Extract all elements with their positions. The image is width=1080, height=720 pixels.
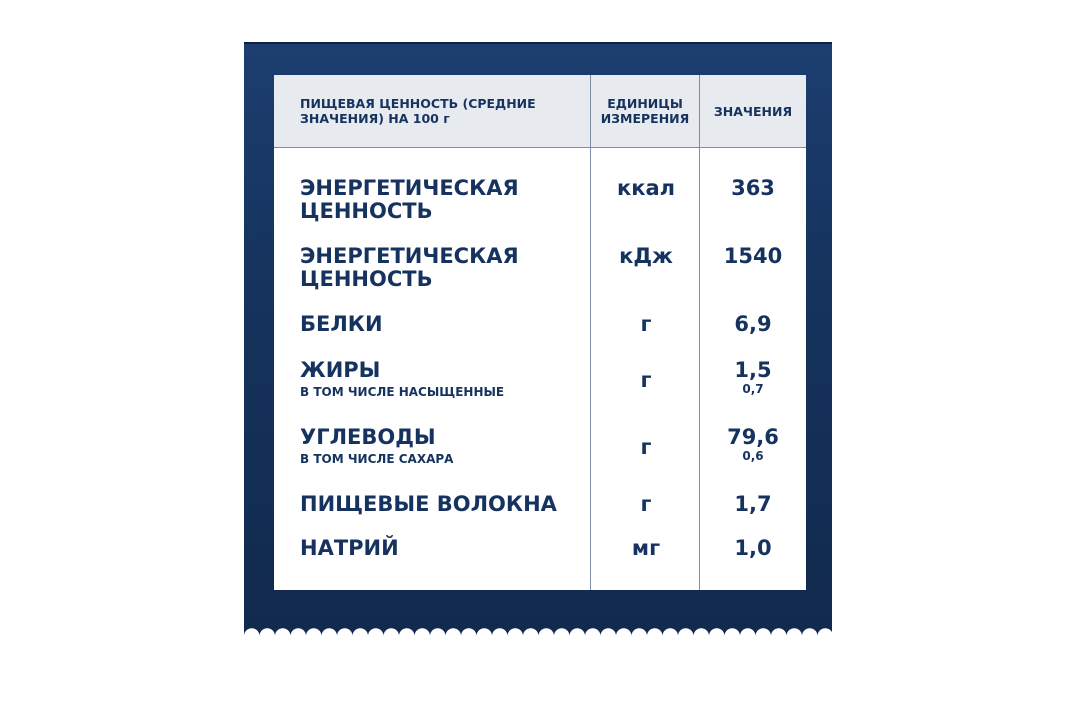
- column-divider: [590, 75, 591, 590]
- header-values: ЗНАЧЕНИЯ: [713, 104, 793, 119]
- row-name: БЕЛКИ: [300, 312, 383, 336]
- row-value: 1,0: [734, 536, 772, 560]
- row-name: ЭНЕРГЕТИЧЕСКАЯ ЦЕННОСТЬ: [300, 244, 519, 291]
- row-unit: г: [640, 368, 652, 392]
- row-name: [300, 426, 590, 467]
- nutrition-table: [274, 75, 806, 590]
- row-unit: ккал: [616, 176, 676, 200]
- row-value-main: 1,5: [734, 358, 772, 382]
- row-name-main: ЖИРЫ: [300, 358, 381, 382]
- row-subvalue: 0,7: [742, 382, 764, 396]
- row-name: НАТРИЙ: [300, 536, 399, 560]
- row-value: 1540: [723, 244, 783, 268]
- row-name: ПИЩЕВЫЕ ВОЛОКНА: [300, 492, 557, 516]
- row-name-main: УГЛЕВОДЫ: [300, 425, 436, 449]
- row-subname: В ТОМ ЧИСЛЕ НАСЫЩЕННЫЕ: [300, 385, 505, 399]
- row-value: [700, 359, 806, 396]
- header-units: ЕДИНИЦЫ ИЗМЕРЕНИЯ: [600, 96, 690, 126]
- row-value: 6,9: [734, 312, 772, 336]
- row-unit: мг: [631, 536, 661, 560]
- row-value: [700, 426, 806, 463]
- row-subname: В ТОМ ЧИСЛЕ САХАРА: [300, 452, 454, 466]
- row-subvalue: 0,6: [742, 449, 764, 463]
- row-name: ЭНЕРГЕТИЧЕСКАЯ ЦЕННОСТЬ: [300, 176, 519, 223]
- row-value-main: 79,6: [727, 425, 779, 449]
- row-unit: г: [640, 492, 652, 516]
- row-unit: кДж: [619, 244, 673, 268]
- row-unit: г: [640, 435, 652, 459]
- row-unit: г: [640, 312, 652, 336]
- row-name: [300, 359, 590, 400]
- header-divider: [274, 147, 806, 148]
- header-nutrition-value: ПИЩЕВАЯ ЦЕННОСТЬ (СРЕДНИЕ ЗНАЧЕНИЯ) НА 100 г: [300, 96, 536, 126]
- row-value: 363: [731, 176, 775, 200]
- row-value: 1,7: [734, 492, 772, 516]
- scalloped-edge: [244, 620, 832, 644]
